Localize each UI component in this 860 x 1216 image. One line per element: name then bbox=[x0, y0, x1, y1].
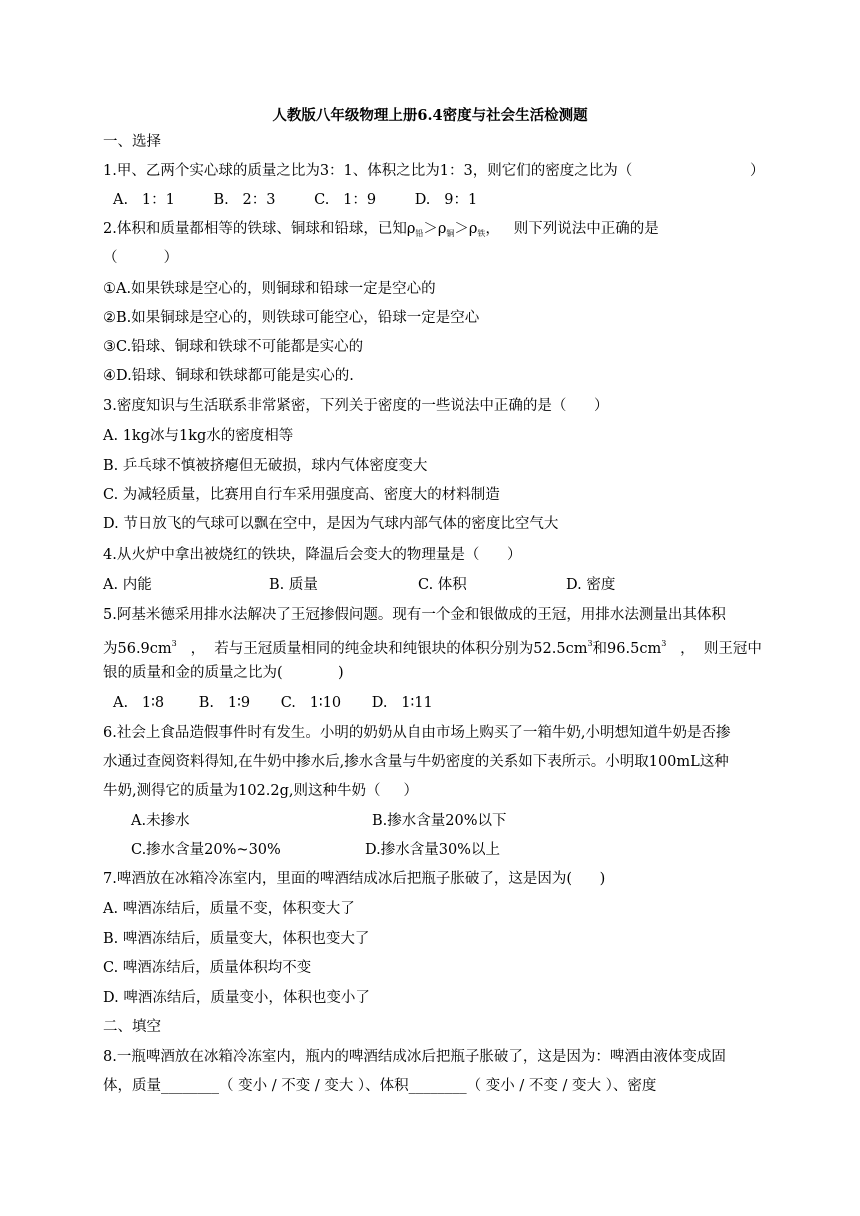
option-d: D. 1∶11 bbox=[371, 695, 433, 711]
question-1-close-paren: ） bbox=[750, 163, 765, 179]
comparison-1: ＞ρ bbox=[423, 221, 447, 237]
question-3-option-a: A. 1kg冰与1kg水的密度相等 bbox=[103, 428, 294, 444]
section-heading-fill: 二、填空 bbox=[103, 1019, 161, 1035]
superscript-3: 3 bbox=[171, 639, 177, 648]
question-5-line-3: 银的质量和金的质量之比为( ) bbox=[103, 665, 344, 681]
question-8-line-1: 8.一瓶啤酒放在冰箱冷冻室内，瓶内的啤酒结成冰后把瓶子胀破了，这是因为：啤酒由液体变成固 bbox=[103, 1049, 726, 1065]
option-b: B. 2：3 bbox=[213, 192, 276, 208]
question-4-option-a: A. 内能 bbox=[103, 577, 152, 593]
option-a: A. 1∶8 bbox=[113, 695, 165, 711]
subscript-iron: 铁 bbox=[477, 229, 486, 238]
question-1-options bbox=[113, 190, 477, 210]
question-4-stem: 4.从火炉中拿出被烧红的铁块，降温后会变大的物理量是（ ） bbox=[103, 547, 522, 563]
question-6-option-a: A.未掺水 bbox=[131, 813, 190, 829]
question-7-option-d: D. 啤酒冻结后，质量变小，体积也变小了 bbox=[103, 990, 370, 1006]
question-2-option-d: ④D.铅球、铜球和铁球都可能是实心的. bbox=[103, 368, 354, 384]
question-8-line-2: 体，质量________（ 变小 / 不变 / 变大 ）、体积________（ 变小 / 不变 / 变大 ）、密度 bbox=[103, 1078, 657, 1094]
comparison-2: ＞ρ bbox=[454, 221, 478, 237]
superscript-3: 3 bbox=[587, 639, 593, 648]
question-7-option-b: B. 啤酒冻结后，质量变大，体积也变大了 bbox=[103, 931, 370, 947]
question-3-stem: 3.密度知识与生活联系非常紧密，下列关于密度的一些说法中正确的是（ ） bbox=[103, 398, 609, 414]
question-3-option-b: B. 乒乓球不慎被挤瘪但无破损，球内气体密度变大 bbox=[103, 458, 428, 474]
subscript-lead: 铅 bbox=[415, 229, 424, 238]
question-5-text-c: 和96.5cm bbox=[592, 641, 662, 657]
question-6-option-b: B.掺水含量20%以下 bbox=[372, 813, 507, 829]
question-4-option-c: C. 体积 bbox=[418, 577, 467, 593]
question-6-option-d: D.掺水含量30%以上 bbox=[365, 842, 500, 858]
question-4-option-d: D. 密度 bbox=[566, 577, 616, 593]
document-title: 人教版八年级物理上册6.4密度与社会生活检测题 bbox=[272, 107, 588, 124]
question-5-line-1: 5.阿基米德采用排水法解决了王冠掺假问题。现有一个金和银做成的王冠，用排水法测量出其体积 bbox=[103, 607, 726, 623]
option-c: C. 1∶10 bbox=[280, 695, 342, 711]
question-7-stem: 7.啤酒放在冰箱冷冻室内，里面的啤酒结成冰后把瓶子胀破了，这是因为( ) bbox=[103, 871, 606, 887]
question-1-text: 1.甲、乙两个实心球的质量之比为3：1、体积之比为1：3，则它们的密度之比为（ bbox=[103, 163, 633, 179]
option-d: D. 9：1 bbox=[414, 192, 478, 208]
question-7-option-a: A. 啤酒冻结后，质量不变，体积变大了 bbox=[103, 901, 355, 917]
question-6-line-2: 水通过查阅资料得知,在牛奶中掺水后,掺水含量与牛奶密度的关系如下表所示。小明取100mL这种 bbox=[103, 754, 729, 770]
question-6-option-c: C.掺水含量20%~30% bbox=[131, 842, 281, 858]
question-4-option-b: B. 质量 bbox=[269, 577, 318, 593]
question-1-stem bbox=[103, 161, 632, 181]
question-5-text-d: ， 则王冠中 bbox=[666, 641, 762, 657]
question-2-text-b: ， 则下列说法中正确的是 bbox=[485, 221, 659, 237]
section-heading-choice: 一、选择 bbox=[103, 134, 161, 150]
question-2-paren: （ ） bbox=[103, 250, 179, 266]
question-2-text-a: 2.体积和质量都相等的铁球、铜球和铅球，已知ρ bbox=[103, 221, 416, 237]
volume-crown: 为56.9cm bbox=[103, 641, 172, 657]
option-b: B. 1∶9 bbox=[198, 695, 251, 711]
question-2-option-a: ①A.如果铁球是空心的，则铜球和铅球一定是空心的 bbox=[103, 281, 436, 297]
superscript-3: 3 bbox=[661, 639, 667, 648]
question-3-option-d: D. 节日放飞的气球可以飘在空中，是因为气球内部气体的密度比空气大 bbox=[103, 516, 559, 532]
question-6-line-1: 6.社会上食品造假事件时有发生。小明的奶奶从自由市场上购买了一箱牛奶,小明想知道牛奶是否掺 bbox=[103, 725, 731, 741]
question-7-option-c: C. 啤酒冻结后，质量体积均不变 bbox=[103, 960, 312, 976]
question-3-option-c: C. 为减轻质量，比赛用自行车采用强度高、密度大的材料制造 bbox=[103, 487, 500, 503]
subscript-copper: 铜 bbox=[446, 229, 455, 238]
option-a: A. 1：1 bbox=[113, 192, 175, 208]
question-5-text-b: ， 若与王冠质量相同的纯金块和纯银块的体积分别为52.5cm bbox=[176, 641, 588, 657]
question-2-option-c: ③C.铅球、铜球和铁球不可能都是实心的 bbox=[103, 339, 364, 355]
option-c: C. 1：9 bbox=[314, 192, 377, 208]
question-5-line-2 bbox=[103, 634, 762, 659]
question-6-line-3: 牛奶,测得它的质量为102.2g,则这种牛奶（ ） bbox=[103, 783, 419, 799]
question-2-stem bbox=[103, 219, 659, 244]
question-5-options bbox=[113, 693, 433, 713]
question-2-option-b: ②B.如果铜球是空心的，则铁球可能空心，铅球一定是空心 bbox=[103, 310, 480, 326]
